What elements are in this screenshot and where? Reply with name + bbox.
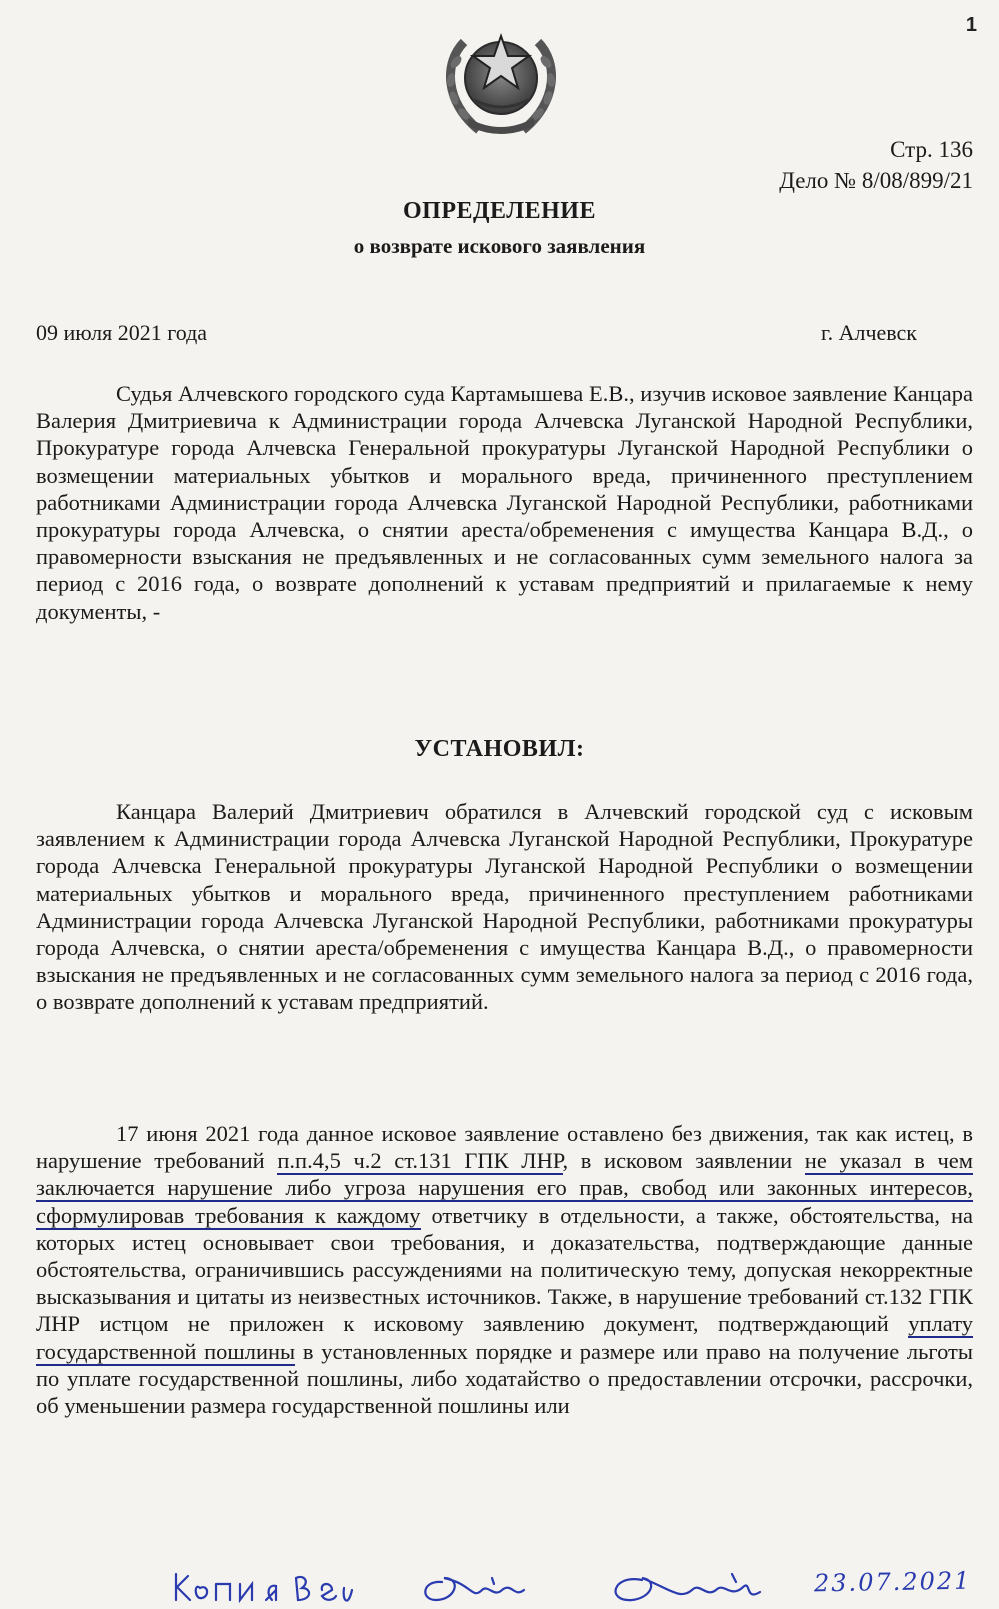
handwritten-date: 23.07.2021: [813, 1566, 972, 1598]
case-number: Дело № 8/08/899/21: [779, 168, 973, 193]
paragraph-details-text-4: в установленных порядке и размере или право на получение льготы по уплате государственной пошлины, либо ходатайство о предоставлении отсрочки, рассрочки, об уменьшении размера государственной пошлины или: [36, 1338, 973, 1419]
paragraph-details-text-1: 17 июня 2021 года данное исковое заявление оставлено без движения, так как истец, в нарушение требований: [36, 1121, 973, 1174]
document-date: 09 июля 2021 года: [36, 320, 208, 345]
paragraph-details-text-2: , в исковом заявлении: [562, 1148, 805, 1174]
document-city: г. Алчевск: [821, 320, 917, 345]
section-heading: УСТАНОВИЛ:: [414, 736, 585, 762]
document-title: ОПРЕДЕЛЕНИЕ: [403, 198, 596, 224]
underlined-duty: уплату государственной пошлины: [36, 1311, 973, 1364]
page-reference: Стр. 136: [890, 137, 973, 162]
paragraph-established: [36, 798, 973, 1016]
page-number: 1: [965, 14, 977, 36]
coat-of-arms-emblem: [434, 22, 568, 140]
case-header: [779, 134, 973, 196]
paragraph-intro-text: Судья Алчевского городского суда Картамышева Е.В., изучив исковое заявление Канцара Валерия Дмитриевича к Администрации города Алчевска Луганской Народной Республики, Прокуратуре города Алчевска Генеральной прокуратуры Луганской Народной Республики о возмещении материальных убытков и морального вреда, причиненного преступлением работниками Администрации города Алчевска Луганской Народной Республики, работниками прокуратуры города Алчевска, о снятии ареста/обременения с имущества Канцара В.Д., о правомерности взыскания не предъявленных и не согласованных сумм земельного налога за период с 2016 года, о возврате дополнений к уставам предприятий и прилагаемые к нему документы, -: [36, 381, 973, 624]
document-subtitle: о возврате искового заявления: [353, 234, 646, 258]
paragraph-established-text: Канцара Валерий Дмитриевич обратился в Алчевский городской суд с исковым заявлением к Администрации города Алчевска Луганской Народной Республики, Прокуратуре города Алчевска Генеральной прокуратуры Луганской Народной Республики о возмещении материальных убытков и морального вреда, причиненного преступлением работниками Администрации города Алчевска Луганской Народной Республики, работниками прокуратуры города Алчевска, о снятии ареста/обременения с имущества Канцара В.Д., о правомерности взыскания не предъявленных и не согласованных сумм земельного налога за период с 2016 года, о возврате дополнений к уставам предприятий.: [36, 799, 973, 1015]
underlined-violation: не указал в чем заключается нарушение либо угроза нарушения его прав, свобод или законных интересов, сформулировав требования к каждому: [36, 1148, 973, 1228]
paragraph-details: [36, 1120, 973, 1419]
underlined-statute: п.п.4,5 ч.2 ст.131 ГПК ЛНР: [277, 1148, 563, 1174]
paragraph-details-text-3: ответчику в отдельности, а также, обстоятельства, на которых истец основывает свои требования, и доказательства, подтверждающие данные обстоятельства, ограничившись рассуждениями на политическую тему, допуская некорректные высказывания и цитаты из неизвестных источников. Также, в нарушение требований ст.132 ГПК ЛНР истцом не приложен к исковому заявлению документ, подтверждающий: [36, 1202, 973, 1337]
paragraph-intro: [36, 380, 973, 625]
